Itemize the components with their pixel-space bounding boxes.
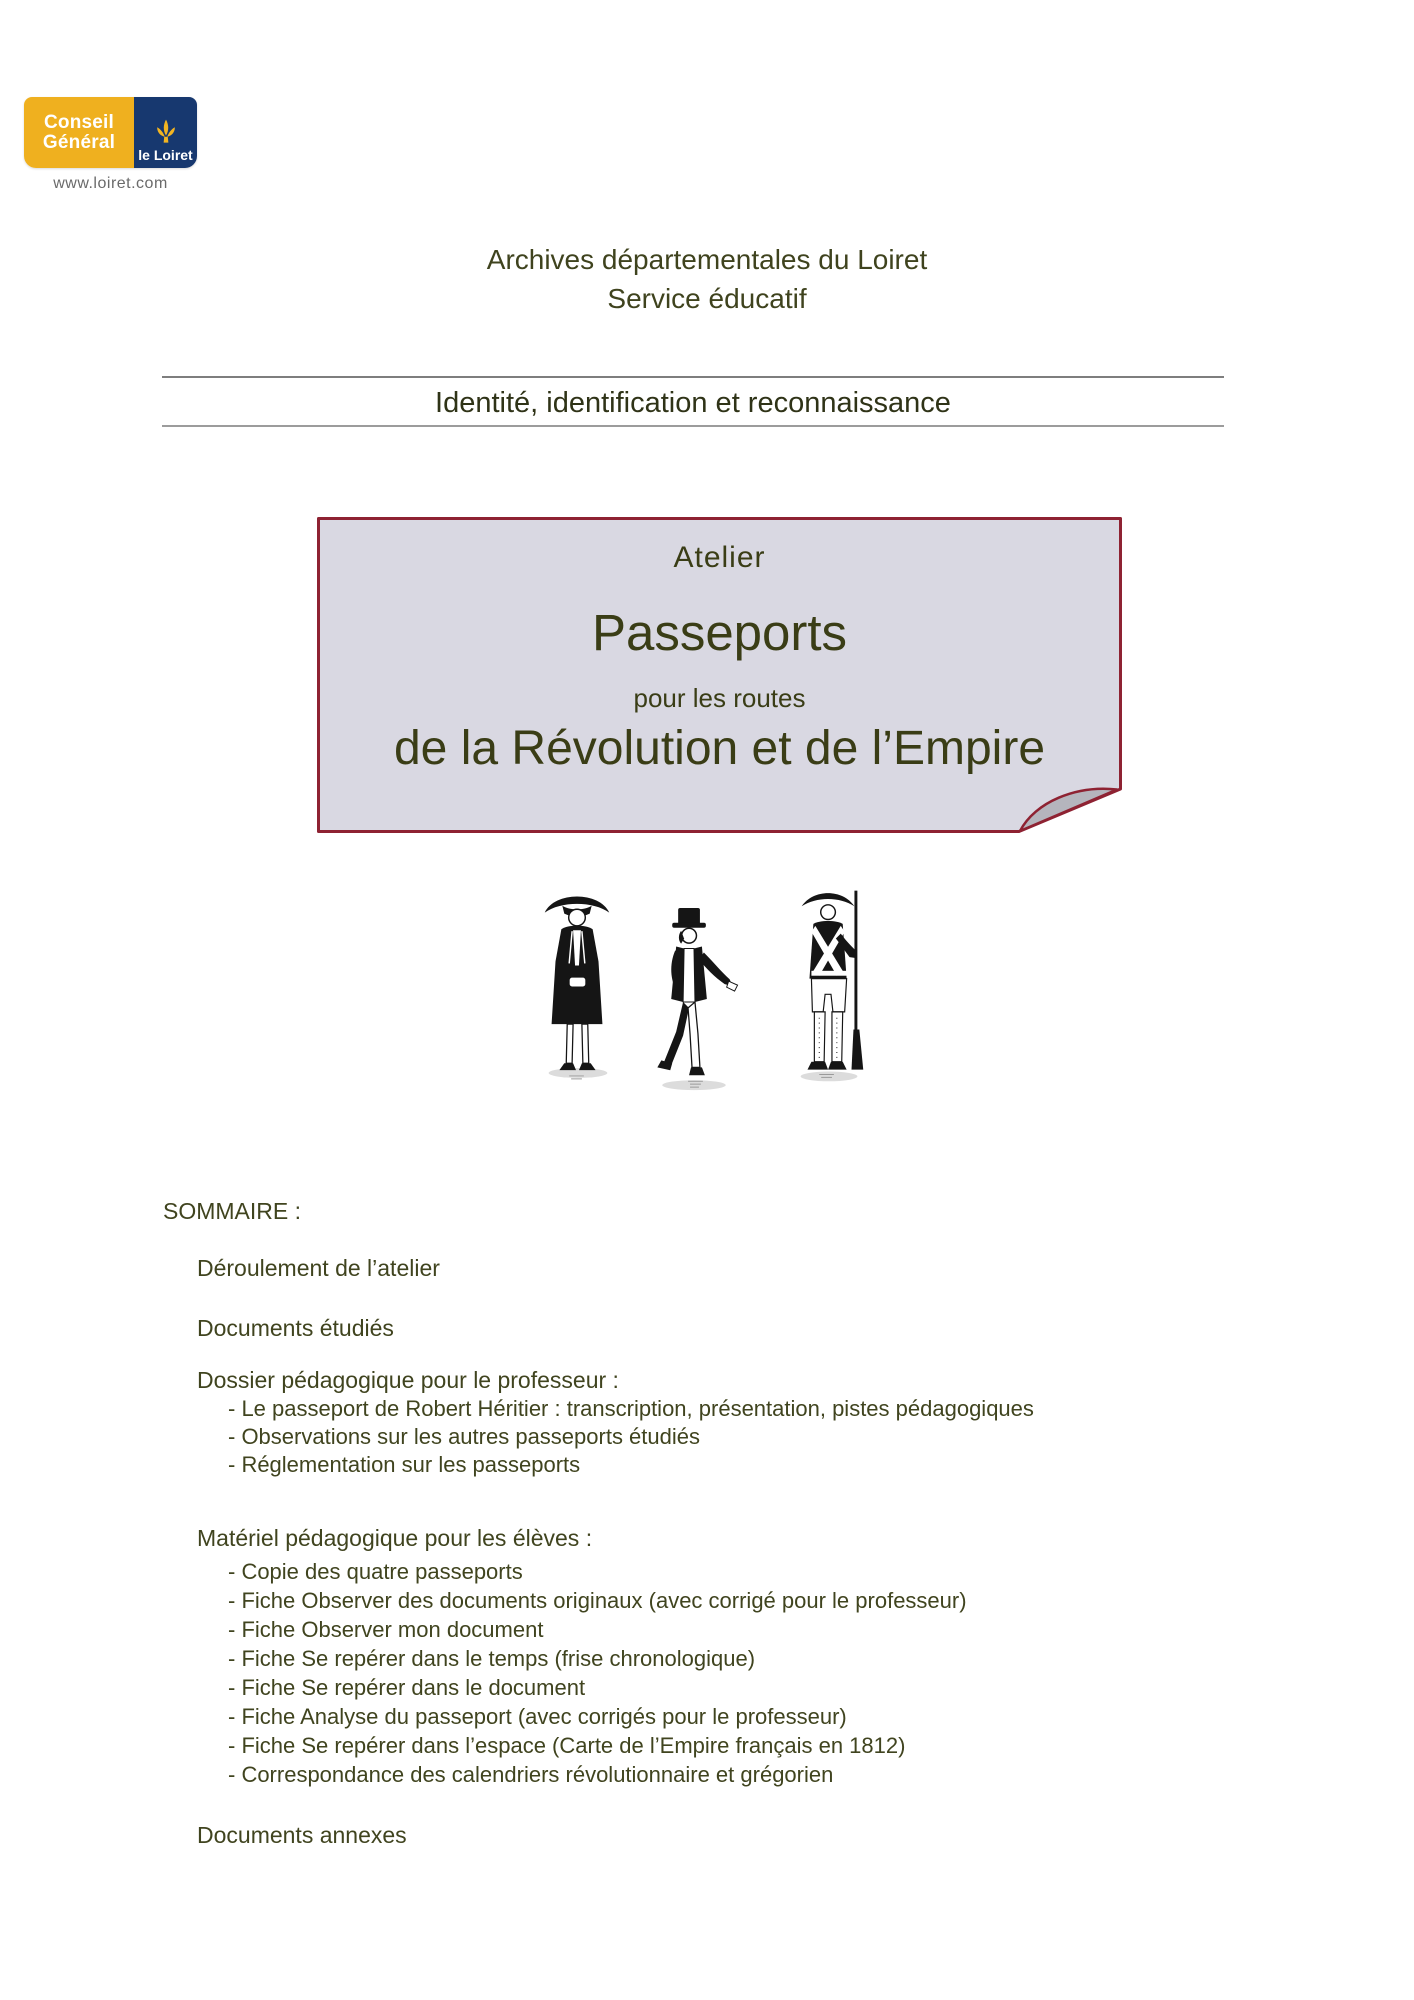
atelier-title-box	[317, 517, 1122, 833]
list-item: - Fiche Se repérer dans le document	[228, 1675, 586, 1700]
atelier-subtitle: pour les routes	[633, 683, 806, 713]
list-item: - Fiche Se repérer dans l’espace (Carte de l’Empire français en 1812)	[228, 1733, 906, 1758]
list-item: - Fiche Se repérer dans le temps (frise chronologique)	[228, 1646, 756, 1671]
sommaire-entry-dossier-pedagogique: Dossier pédagogique pour le professeur :	[197, 1367, 619, 1393]
list-item: - Le passeport de Robert Héritier : transcription, présentation, pistes pédagogiques	[228, 1396, 1034, 1421]
header-line1: Archives départementales du Loiret	[486, 244, 928, 275]
list-item: - Copie des quatre passeports	[228, 1559, 523, 1584]
official-in-bicorne-illustration	[533, 886, 621, 1084]
traveller-in-top-hat-illustration	[637, 903, 749, 1101]
list-item: - Observations sur les autres passeports étudiés	[228, 1424, 701, 1449]
sommaire-entry-materiel-pedagogique: Matériel pédagogique pour les élèves :	[197, 1525, 593, 1551]
list-item: - Correspondance des calendriers révolutionnaire et grégorien	[228, 1762, 834, 1787]
conseil-general-loiret-logo	[24, 97, 197, 168]
sommaire-heading: SOMMAIRE :	[163, 1198, 302, 1224]
logo-region-label: le Loiret	[138, 147, 193, 163]
section-title: Identité, identification et reconnaissance	[435, 387, 951, 419]
logo-text-line1: Conseil	[43, 111, 115, 133]
logo-le-loiret-panel	[134, 97, 197, 168]
document-header	[0, 240, 1414, 318]
sommaire-entry-deroulement: Déroulement de l’atelier	[197, 1255, 440, 1281]
sommaire-entry-documents-annexes: Documents annexes	[197, 1822, 407, 1848]
logo-conseil-general-panel	[24, 97, 134, 168]
section-banner	[162, 376, 1224, 427]
list-item: - Fiche Analyse du passeport (avec corrigés pour le professeur)	[228, 1704, 847, 1729]
website-url: www.loiret.com	[53, 175, 168, 192]
fleur-de-lis-icon	[154, 119, 178, 145]
logo-text-line2: Général	[42, 131, 116, 153]
header-line2: Service éducatif	[607, 283, 807, 314]
atelier-subtitle2: de la Révolution et de l’Empire	[393, 722, 1046, 775]
soldier-with-musket-illustration	[786, 884, 874, 1086]
list-item: - Réglementation sur les passeports	[228, 1452, 581, 1477]
atelier-title: Passeports	[591, 604, 848, 661]
sommaire-section	[163, 1196, 1303, 1850]
atelier-label: Atelier	[673, 541, 766, 574]
list-item: - Fiche Observer des documents originaux (avec corrigé pour le professeur)	[228, 1588, 967, 1613]
sommaire-entry-documents-etudies: Documents étudiés	[197, 1315, 394, 1341]
list-item: - Fiche Observer mon document	[228, 1617, 544, 1642]
